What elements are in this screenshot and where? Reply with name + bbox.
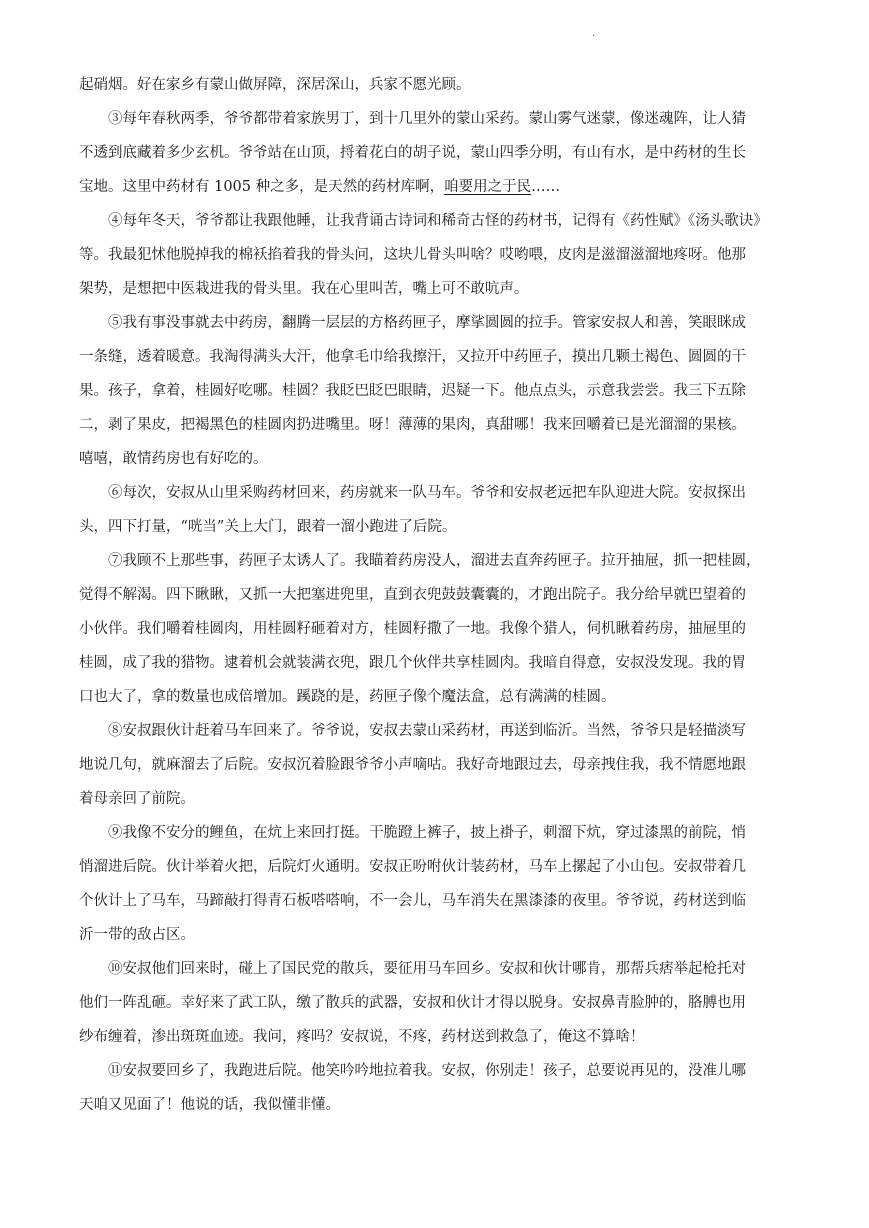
text-line: 觉得不解渴。四下瞅瞅，又抓一大把塞进兜里，直到衣兜鼓鼓囊囊的，才跑出院子。我分给早就巴望着的: [79, 587, 746, 603]
text-segment: 宝地。这里中药材有 1005 种之多，是天然的药材库啊，: [79, 179, 445, 195]
text-line: ⑪安叔要回乡了，我跑进后院。他笑吟吟地拉着我。安叔，你别走！孩子，总要说再见的，没准儿哪: [108, 1063, 746, 1079]
text-line: 果。孩子，拿着，桂圆好吃哪。桂圆？我眨巴眨巴眼睛，迟疑一下。他点点头，示意我尝尝。我三下五除: [79, 383, 746, 399]
text-line: 起硝烟。好在家乡有蒙山做屏障，深居深山，兵家不愿光顾。: [79, 77, 471, 93]
text-line: ⑩安叔他们回来时，碰上了国民党的散兵，要征用马车回乡。安叔和伙计哪肯，那帮兵痞举起枪托对: [108, 961, 746, 977]
text-line: 二，剥了果皮，把褐黑色的桂圆肉扔进嘴里。呀！薄薄的果肉，真甜哪！我来回嚼着已是光溜溜的果核。: [79, 417, 746, 433]
text-line: ⑦我顾不上那些事，药匣子太诱人了。我瞄着药房没人，溜进去直奔药匣子。拉开抽屉，抓一把桂圆，: [108, 553, 761, 569]
text-line: ⑤我有事没事就去中药房，翻腾一层层的方格药匣子，摩挲圆圆的拉手。管家安叔人和善，笑眼眯成: [108, 315, 746, 331]
article-body: [79, 68, 789, 1122]
paragraph-10: [79, 952, 789, 1054]
text-line: ③每年春秋两季，爷爷都带着家族男丁，到十几里外的蒙山采药。蒙山雾气迷蒙，像迷魂阵，让人猜: [108, 111, 746, 127]
paragraph-4: [79, 204, 789, 306]
text-line: 不透到底藏着多少玄机。爷爷站在山顶，捋着花白的胡子说，蒙山四季分明，有山有水，是中药材的生长: [79, 145, 746, 161]
text-line: 沂一带的敌占区。: [79, 927, 195, 943]
paragraph-5: [79, 306, 789, 476]
text-line: ⑧安叔跟伙计赶着马车回来了。爷爷说，安叔去蒙山采药材，再送到临沂。当然，爷爷只是轻描淡写: [108, 723, 746, 739]
text-line: ⑥每次，安叔从山里采购药材回来，药房就来一队马车。爷爷和安叔老远把车队迎进大院。安叔探出: [108, 485, 746, 501]
text-line: 桂圆，成了我的猎物。逮着机会就装满衣兜，跟几个伙伴共享桂圆肉。我暗自得意，安叔没发现。我的胃: [79, 655, 746, 671]
text-line: 地说几句，就麻溜去了后院。安叔沉着脸跟爷爷小声嘀咕。我好奇地跟过去，母亲拽住我，我不情愿地跟: [79, 757, 746, 773]
text-line: 一条缝，透着暖意。我淘得满头大汗，他拿毛巾给我擦汗，又拉开中药匣子，摸出几颗土褐色、圆圆的干: [79, 349, 746, 365]
paragraph-3: [79, 102, 789, 204]
text-line: [79, 170, 789, 204]
text-line: 他们一阵乱砸。幸好来了武工队，缴了散兵的武器，安叔和伙计才得以脱身。安叔鼻青脸肿的，胳膊也用: [79, 995, 746, 1011]
text-line: 悄溜进后院。伙计举着火把，后院灯火通明。安叔正吩咐伙计装药材，马车上摞起了小山包。安叔带着几: [79, 859, 746, 875]
paragraph-8: [79, 714, 789, 816]
paragraph-9: [79, 816, 789, 952]
paragraph-continuation: [79, 68, 789, 102]
underlined-phrase: 咱要用之于民: [444, 179, 532, 195]
text-line: 天咱又见面了！他说的话，我似懂非懂。: [79, 1097, 340, 1113]
text-line: 着母亲回了前院。: [79, 791, 195, 807]
text-line: ④每年冬天，爷爷都让我跟他睡，让我背诵古诗词和稀奇古怪的药材书，记得有《药性赋》《汤头歌诀》: [108, 213, 768, 229]
paragraph-11: [79, 1054, 789, 1122]
text-line: 纱布缠着，渗出斑斑血迹。我问，疼吗？安叔说，不疼，药材送到救急了，俺这不算啥！: [79, 1029, 645, 1045]
ellipsis: ……: [531, 179, 561, 195]
text-line: 嘻嘻，敢情药房也有好吃的。: [79, 451, 268, 467]
text-line: 小伙伴。我们嚼着桂圆肉，用桂圆籽砸着对方，桂圆籽撒了一地。我像个猎人，伺机瞅着药房，抽屉里的: [79, 621, 746, 637]
text-line: 头，四下打量，“咣当”关上大门，跟着一溜小跑进了后院。: [79, 519, 457, 535]
paragraph-7: [79, 544, 789, 714]
paragraph-6: [79, 476, 789, 544]
text-line: 口也大了，拿的数量也成倍增加。蹊跷的是，药匣子像个魔法盒，总有满满的桂圆。: [79, 689, 616, 705]
text-line: 个伙计上了马车，马蹄敲打得青石板嗒嗒响，不一会儿，马车消失在黑漆漆的夜里。爷爷说，药材送到临: [79, 893, 746, 909]
text-line: 架势，是想把中医栽进我的骨头里。我在心里叫苦，嘴上可不敢吭声。: [79, 281, 529, 297]
text-line: ⑨我像不安分的鲤鱼，在炕上来回打挺。干脆蹬上裤子，披上褂子，刺溜下炕，穿过漆黑的前院，悄: [108, 825, 746, 841]
text-line: 等。我最犯怵他脱掉我的棉袄掐着我的骨头问，这块儿骨头叫啥？哎哟喂，皮肉是滋溜滋溜地疼呀。他那: [79, 247, 746, 263]
header-mark: .: [592, 28, 596, 39]
